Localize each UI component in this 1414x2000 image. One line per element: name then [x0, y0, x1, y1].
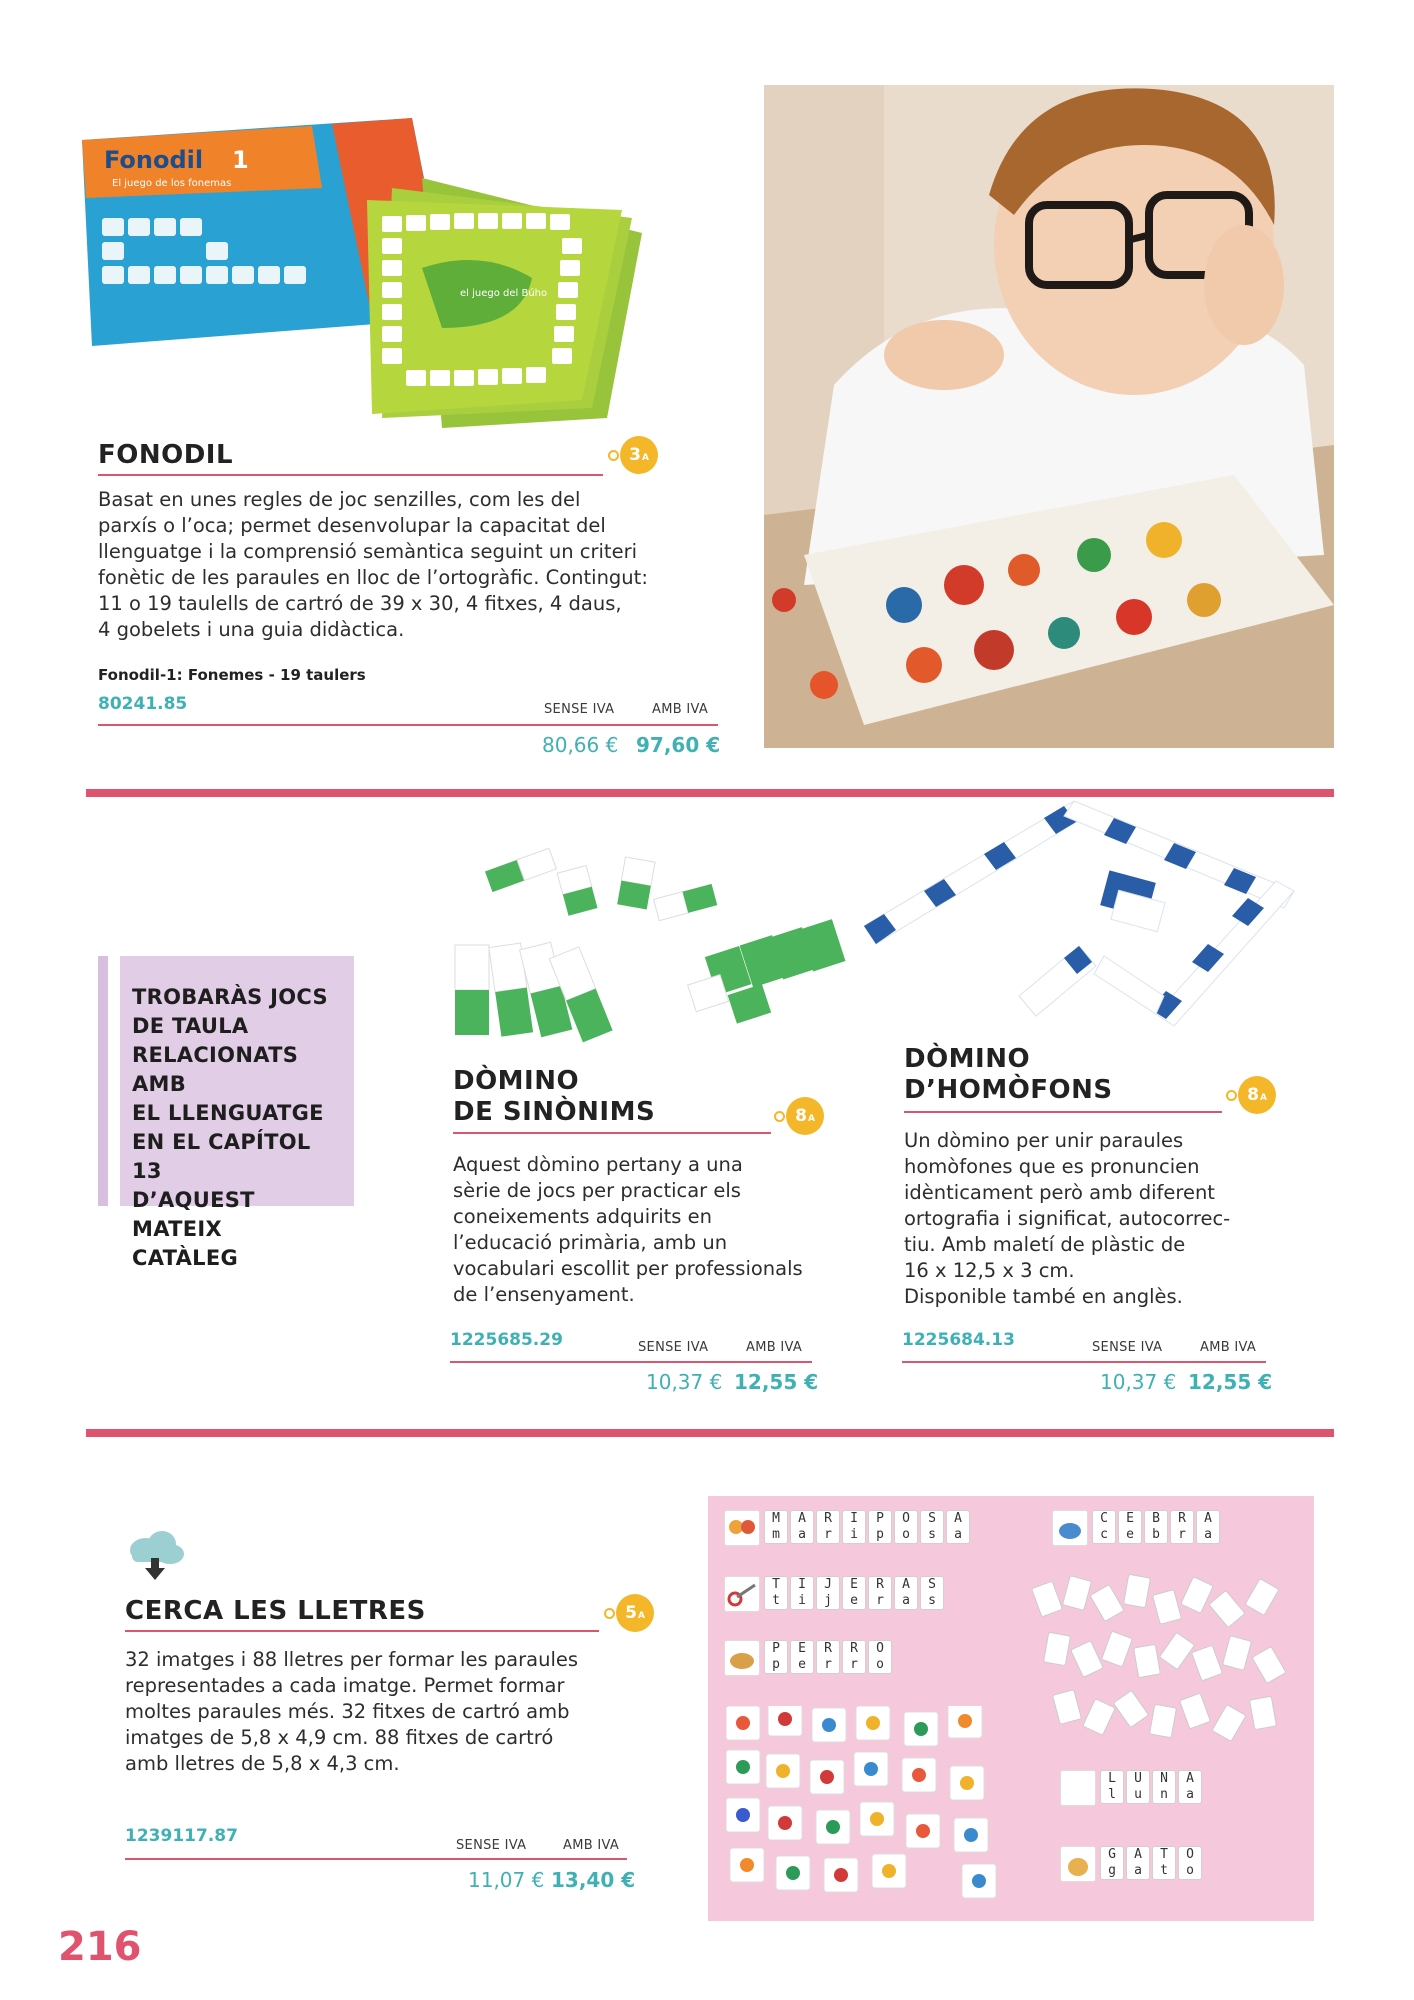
domino-sinonims-label-gross: AMB IVA: [746, 1340, 803, 1355]
domino-homofons-image: [864, 796, 1304, 1036]
cerca-price-underline: [125, 1858, 627, 1860]
domino-sinonims-desc-line: Aquest dòmino pertany a una: [453, 1153, 743, 1176]
letter-lower: a: [954, 1527, 962, 1542]
cerca-desc-line: 32 imatges i 88 lletres per formar les paraules: [125, 1648, 579, 1671]
letter-upper: R: [824, 1511, 832, 1526]
letter-lower: i: [798, 1593, 806, 1608]
letter-tile: [1178, 1770, 1202, 1804]
letter-lower: i: [850, 1527, 858, 1542]
note-line: EL LLENGUATGE: [132, 1101, 324, 1125]
domino-sinonims-title: [453, 1066, 655, 1128]
letter-tile: [1100, 1770, 1124, 1804]
letter-tile: [764, 1510, 788, 1544]
letter-lower: e: [798, 1657, 806, 1672]
picture-tile: [1060, 1846, 1096, 1882]
fonodil-desc-line: fonètic de les paraules en lloc de l’ortogràfic. Contingut:: [98, 566, 648, 589]
domino-sinonims-label-net: SENSE IVA: [638, 1340, 709, 1355]
domino-homofons-age-value: 8: [1247, 1085, 1259, 1105]
letter-lower: a: [902, 1593, 910, 1608]
fonodil-box-number: 1: [232, 146, 249, 174]
letter-upper: E: [850, 1577, 858, 1592]
picture-tile: [724, 1576, 760, 1612]
domino-homofons-desc-line: idènticament però amb diferent: [904, 1181, 1215, 1204]
domino-sinonims-ref: 1225685.29: [450, 1330, 563, 1350]
letter-tile: [1100, 1846, 1124, 1880]
letter-lower: g: [1108, 1863, 1116, 1878]
cerca-label-gross: AMB IVA: [563, 1838, 620, 1853]
cerca-ref: 1239117.87: [125, 1826, 238, 1846]
fonodil-desc-line: 11 o 19 taulells de cartró de 39 x 30, 4 fitxes, 4 daus,: [98, 592, 622, 615]
fonodil-desc-line: Basat en unes regles de joc senzilles, com les del: [98, 488, 581, 511]
letter-tile: [1152, 1770, 1176, 1804]
letter-lower: r: [1178, 1527, 1186, 1542]
letter-upper: O: [1186, 1847, 1194, 1862]
note-line: TROBARÀS JOCS: [132, 985, 328, 1009]
scattered-letter-tiles: [1026, 1574, 1306, 1764]
letter-tile: [868, 1510, 892, 1544]
domino-sinonims-title-underline: [453, 1132, 771, 1134]
note-line: RELACIONATS AMB: [132, 1043, 299, 1096]
letter-upper: I: [798, 1577, 806, 1592]
letter-tile: [868, 1640, 892, 1674]
letter-tile: [1126, 1770, 1150, 1804]
letter-lower: l: [1108, 1787, 1116, 1802]
fonodil-box-brand: Fonodil: [104, 146, 204, 174]
letter-lower: r: [876, 1593, 884, 1608]
domino-sinonims-price-gross: 12,55 €: [734, 1370, 819, 1394]
domino-homofons-title-line1: DÒMINO: [904, 1044, 1031, 1074]
domino-sinonims-desc-line: l’educació primària, amb un: [453, 1231, 728, 1254]
picture-tile: [1060, 1770, 1096, 1806]
green-domino-illustration: [440, 840, 860, 1060]
letter-upper: O: [876, 1641, 884, 1656]
letter-upper: T: [1160, 1847, 1168, 1862]
domino-sinonims-desc-line: vocabulari escollit per professionals: [453, 1257, 803, 1280]
letter-lower: a: [1204, 1527, 1212, 1542]
domino-homofons-title: [904, 1044, 1113, 1106]
letter-lower: n: [1160, 1787, 1168, 1802]
fonodil-title-underline: [98, 474, 603, 476]
letter-upper: P: [876, 1511, 884, 1526]
domino-sinonims-image: [440, 840, 860, 1060]
letter-upper: A: [1204, 1511, 1212, 1526]
letter-tile: [920, 1576, 944, 1610]
letter-lower: o: [902, 1527, 910, 1542]
letter-upper: E: [798, 1641, 806, 1656]
letter-tile: [816, 1576, 840, 1610]
domino-homofons-label-net: SENSE IVA: [1092, 1340, 1163, 1355]
domino-homofons-desc-line: tiu. Amb maletí de plàstic de: [904, 1233, 1186, 1256]
letter-lower: p: [876, 1527, 884, 1542]
letter-upper: O: [902, 1511, 910, 1526]
domino-homofons-desc-line: Disponible també en anglès.: [904, 1285, 1183, 1308]
fonodil-desc-line: llenguatge i la comprensió semàntica seguint un criteri: [98, 540, 638, 563]
domino-homofons-price-net: 10,37 €: [1100, 1370, 1177, 1394]
cerca-desc-line: representades a cada imatge. Permet formar: [125, 1674, 565, 1697]
letter-upper: I: [850, 1511, 858, 1526]
letter-upper: A: [902, 1577, 910, 1592]
child-playing-photo: [764, 85, 1334, 748]
letter-upper: R: [876, 1577, 884, 1592]
letter-tile: [790, 1640, 814, 1674]
domino-sinonims-age-badge: [786, 1097, 824, 1135]
letter-lower: t: [772, 1593, 780, 1608]
letter-tile: [790, 1576, 814, 1610]
letter-lower: r: [824, 1657, 832, 1672]
fonodil-variant: Fonodil-1: Fonemes - 19 taulers: [98, 666, 366, 684]
letter-lower: t: [1160, 1863, 1168, 1878]
cerca-price-net: 11,07 €: [468, 1868, 545, 1892]
letter-upper: M: [772, 1511, 780, 1526]
letter-lower: s: [928, 1593, 936, 1608]
fonodil-board-label: el juego del Búho: [460, 288, 548, 299]
letter-tile: [1144, 1510, 1168, 1544]
letter-upper: B: [1152, 1511, 1160, 1526]
domino-sinonims-age-unit: A: [807, 1114, 815, 1124]
letter-lower: o: [1186, 1863, 1194, 1878]
letter-tile: [1118, 1510, 1142, 1544]
letter-lower: r: [850, 1657, 858, 1672]
letter-upper: P: [772, 1641, 780, 1656]
domino-homofons-desc-line: homòfones que es pronuncien: [904, 1155, 1200, 1178]
fonodil-ref: 80241.85: [98, 694, 188, 714]
cerca-desc-line: amb lletres de 5,8 x 4,3 cm.: [125, 1752, 400, 1775]
fonodil-age-unit: A: [641, 453, 649, 463]
letter-upper: C: [1100, 1511, 1108, 1526]
fonodil-product-image: [82, 118, 722, 448]
blue-domino-illustration: [864, 796, 1304, 1036]
note-box-accent-bar: [98, 956, 108, 1206]
letter-upper: A: [798, 1511, 806, 1526]
fonodil-price-underline: [98, 724, 718, 726]
letter-lower: a: [798, 1527, 806, 1542]
cerca-age-dot: [604, 1608, 615, 1619]
domino-sinonims-price-underline: [450, 1361, 812, 1363]
letter-tile: [1178, 1846, 1202, 1880]
letter-tile: [894, 1576, 918, 1610]
letter-upper: S: [928, 1511, 936, 1526]
fonodil-price-gross: 97,60 €: [636, 733, 721, 757]
letter-tile: [1126, 1846, 1150, 1880]
section-divider-2: [86, 1429, 1334, 1437]
cerca-title-underline: [125, 1630, 599, 1632]
note-line: CATÀLEG: [132, 1246, 239, 1270]
letter-lower: b: [1152, 1527, 1160, 1542]
fonodil-label-net: SENSE IVA: [544, 702, 615, 717]
letter-tile: [816, 1510, 840, 1544]
cerca-price-gross: 13,40 €: [551, 1868, 636, 1892]
domino-homofons-label-gross: AMB IVA: [1200, 1340, 1257, 1355]
letter-lower: a: [1186, 1787, 1194, 1802]
domino-homofons-description: [904, 1128, 1314, 1310]
scattered-picture-tiles: [726, 1706, 1026, 1906]
letter-tile: [868, 1576, 892, 1610]
cerca-desc-line: moltes paraules més. 32 fitxes de cartró amb: [125, 1700, 570, 1723]
letter-tile: [764, 1640, 788, 1674]
cerca-desc-line: imatges de 5,8 x 4,9 cm. 88 fitxes de cartró: [125, 1726, 554, 1749]
letter-upper: S: [928, 1577, 936, 1592]
letter-tile: [842, 1510, 866, 1544]
domino-sinonims-desc-line: de l’ensenyament.: [453, 1283, 635, 1306]
domino-homofons-title-underline: [904, 1111, 1222, 1113]
fonodil-age-dot: [608, 450, 619, 461]
letter-tile: [1196, 1510, 1220, 1544]
fonodil-title: FONODIL: [98, 440, 234, 470]
letter-lower: r: [824, 1527, 832, 1542]
page-number: 216: [58, 1924, 142, 1970]
fonodil-price-net: 80,66 €: [542, 733, 619, 757]
domino-sinonims-title-line2: DE SINÒNIMS: [453, 1097, 656, 1127]
letter-lower: a: [1134, 1863, 1142, 1878]
domino-sinonims-price-net: 10,37 €: [646, 1370, 723, 1394]
download-cloud-icon: [124, 1528, 186, 1582]
domino-sinonims-desc-line: sèrie de jocs per practicar els: [453, 1179, 741, 1202]
letter-tile: [790, 1510, 814, 1544]
letter-tile: [1170, 1510, 1194, 1544]
domino-homofons-age-dot: [1226, 1090, 1237, 1101]
note-line: EN EL CAPÍTOL 13: [132, 1130, 311, 1183]
letter-lower: s: [928, 1527, 936, 1542]
letter-upper: E: [1126, 1511, 1134, 1526]
letter-tile: [764, 1576, 788, 1610]
fonodil-desc-line: 4 gobelets i una guia didàctica.: [98, 618, 405, 641]
letter-upper: T: [772, 1577, 780, 1592]
cerca-age-badge: [616, 1594, 654, 1632]
letter-tile: [842, 1576, 866, 1610]
letter-tile: [1152, 1846, 1176, 1880]
fonodil-description: [98, 487, 698, 643]
cerca-title: CERCA LES LLETRES: [125, 1596, 426, 1626]
letter-upper: A: [954, 1511, 962, 1526]
letter-lower: m: [772, 1527, 780, 1542]
fonodil-age-badge: [620, 436, 658, 474]
letter-lower: c: [1100, 1527, 1108, 1542]
letter-upper: R: [824, 1641, 832, 1656]
fonodil-box-subtitle: El juego de los fonemas: [112, 178, 232, 189]
cerca-label-net: SENSE IVA: [456, 1838, 527, 1853]
domino-homofons-desc-line: ortografia i significat, autocorrec-: [904, 1207, 1231, 1230]
domino-homofons-age-unit: A: [1259, 1093, 1267, 1103]
letter-upper: G: [1108, 1847, 1116, 1862]
letter-lower: e: [1126, 1527, 1134, 1542]
letter-upper: U: [1134, 1771, 1142, 1786]
letter-lower: u: [1134, 1787, 1142, 1802]
letter-tile: [842, 1640, 866, 1674]
domino-homofons-ref: 1225684.13: [902, 1330, 1015, 1350]
letter-tile: [946, 1510, 970, 1544]
letter-tile: [816, 1640, 840, 1674]
letter-tile: [1092, 1510, 1116, 1544]
cerca-description: [125, 1647, 645, 1777]
domino-sinonims-age-dot: [774, 1111, 785, 1122]
letter-upper: J: [824, 1577, 832, 1592]
fonodil-age-value: 3: [629, 445, 641, 465]
letter-lower: e: [850, 1593, 858, 1608]
letter-upper: A: [1186, 1771, 1194, 1786]
fonodil-desc-line: parxís o l’oca; permet desenvolupar la capacitat del: [98, 514, 606, 537]
note-line: DE TAULA: [132, 1014, 249, 1038]
domino-homofons-desc-line: Un dòmino per unir paraules: [904, 1129, 1184, 1152]
letter-tile: [920, 1510, 944, 1544]
note-line: D’AQUEST MATEIX: [132, 1188, 255, 1241]
domino-sinonims-age-value: 8: [795, 1106, 807, 1126]
note-text: [132, 983, 347, 1273]
letter-tile: [894, 1510, 918, 1544]
domino-homofons-title-line2: D’HOMÒFONS: [904, 1075, 1113, 1105]
domino-sinonims-desc-line: coneixements adquirits en: [453, 1205, 712, 1228]
fonodil-box-illustration: [82, 118, 722, 448]
letter-upper: A: [1134, 1847, 1142, 1862]
letter-upper: R: [850, 1641, 858, 1656]
letter-upper: N: [1160, 1771, 1168, 1786]
letter-lower: j: [824, 1593, 832, 1608]
domino-homofons-price-gross: 12,55 €: [1188, 1370, 1273, 1394]
child-photo-illustration: [764, 85, 1334, 748]
domino-sinonims-title-line1: DÒMINO: [453, 1066, 580, 1096]
picture-tile: [724, 1640, 760, 1676]
letter-lower: p: [772, 1657, 780, 1672]
domino-homofons-age-badge: [1238, 1076, 1276, 1114]
domino-sinonims-description: [453, 1152, 858, 1308]
letter-upper: R: [1178, 1511, 1186, 1526]
domino-homofons-price-underline: [902, 1361, 1266, 1363]
cerca-puzzle-image: [708, 1496, 1314, 1921]
cerca-age-value: 5: [625, 1603, 637, 1623]
domino-homofons-desc-line: 16 x 12,5 x 3 cm.: [904, 1259, 1075, 1282]
letter-lower: o: [876, 1657, 884, 1672]
letter-upper: L: [1108, 1771, 1116, 1786]
picture-tile: [1052, 1510, 1088, 1546]
fonodil-label-gross: AMB IVA: [652, 702, 709, 717]
picture-tile: [724, 1510, 760, 1546]
cerca-age-unit: A: [637, 1611, 645, 1621]
